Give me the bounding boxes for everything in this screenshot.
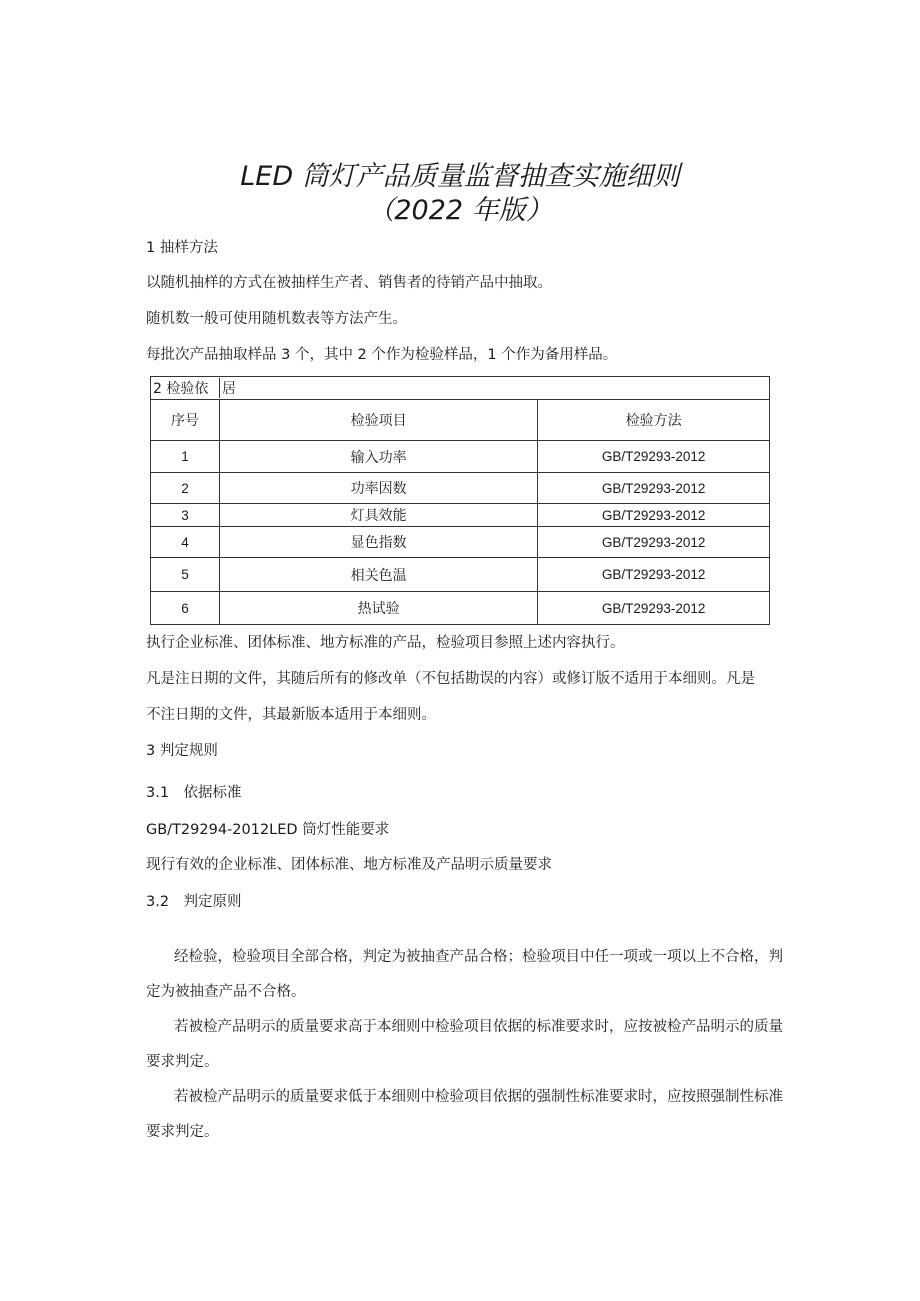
section-1-paragraph-2: 随机数一般可使用随机数表等方法产生。 — [146, 311, 407, 327]
table-row — [151, 558, 770, 592]
inspection-table — [150, 376, 770, 625]
section-3-1-heading: 3.1 依据标准 — [146, 785, 242, 801]
after-table-paragraph-2-line-1: 凡是注日期的文件，其随后所有的修改单（不包括勘误的内容）或修订版不适用于本细则。凡是 — [146, 671, 755, 687]
row-no: 5 — [151, 558, 220, 592]
section-3-2-paragraph-3-line-1: 若被检产品明示的质量要求低于本细则中检验项目依据的强制性标准要求时，应按照强制性标准 — [174, 1089, 783, 1105]
section-1-paragraph-3: 每批次产品抽取样品 3 个，其中 2 个作为检验样品，1 个作为备用样品。 — [146, 347, 618, 363]
row-no: 4 — [151, 527, 220, 558]
header-no: 序号 — [151, 400, 220, 441]
table-row — [151, 592, 770, 625]
row-item: 显色指数 — [219, 527, 537, 558]
row-no: 6 — [151, 592, 220, 625]
header-item: 检验项目 — [219, 400, 537, 441]
header-method: 检验方法 — [538, 400, 770, 441]
section-3-1-standard: GB/T29294-2012LED 筒灯性能要求 — [146, 822, 390, 838]
row-method: GB/T29293-2012 — [538, 473, 770, 504]
after-table-paragraph-1: 执行企业标准、团体标准、地方标准的产品，检验项目参照上述内容执行。 — [146, 635, 625, 651]
section-3-2-paragraph-2-line-2: 要求判定。 — [146, 1054, 219, 1070]
table-caption — [151, 377, 770, 400]
table-header-row — [151, 400, 770, 441]
table-row — [151, 441, 770, 473]
row-item: 灯具效能 — [219, 504, 537, 527]
row-item: 功率因数 — [219, 473, 537, 504]
row-method: GB/T29293-2012 — [538, 527, 770, 558]
section-3-2-paragraph-3-line-2: 要求判定。 — [146, 1124, 219, 1140]
table-caption-row — [151, 377, 770, 400]
row-method: GB/T29293-2012 — [538, 592, 770, 625]
table-caption-part-a: 2 检验依 — [151, 378, 220, 398]
row-item: 相关色温 — [219, 558, 537, 592]
document-title: LED 筒灯产品质量监督抽查实施细则 — [240, 161, 680, 192]
row-no: 1 — [151, 441, 220, 473]
section-1-heading: 1 抽样方法 — [146, 240, 218, 256]
section-1-paragraph-1: 以随机抽样的方式在被抽样生产者、销售者的待销产品中抽取。 — [146, 275, 552, 291]
row-no: 2 — [151, 473, 220, 504]
row-method: GB/T29293-2012 — [538, 558, 770, 592]
section-3-2-paragraph-2-line-1: 若被检产品明示的质量要求高于本细则中检验项目依据的标准要求时，应按被检产品明示的质量 — [174, 1019, 783, 1035]
table-caption-part-b: 居 — [222, 381, 236, 397]
table-row — [151, 527, 770, 558]
row-method: GB/T29293-2012 — [538, 504, 770, 527]
section-3-2-heading: 3.2 判定原则 — [146, 894, 242, 910]
row-item: 热试验 — [219, 592, 537, 625]
row-item: 输入功率 — [219, 441, 537, 473]
row-no: 3 — [151, 504, 220, 527]
table-row — [151, 473, 770, 504]
section-3-heading: 3 判定规则 — [146, 743, 218, 759]
table-row — [151, 504, 770, 527]
row-method: GB/T29293-2012 — [538, 441, 770, 473]
document-subtitle: （2022 年版） — [367, 195, 553, 226]
section-3-2-paragraph-1-line-1: 经检验，检验项目全部合格，判定为被抽查产品合格；检验项目中任一项或一项以上不合格，判 — [174, 949, 783, 965]
section-3-1-paragraph: 现行有效的企业标准、团体标准、地方标准及产品明示质量要求 — [146, 857, 552, 873]
after-table-paragraph-2-line-2: 不注日期的文件，其最新版本适用于本细则。 — [146, 707, 436, 723]
section-3-2-paragraph-1-line-2: 定为被抽查产品不合格。 — [146, 984, 306, 1000]
